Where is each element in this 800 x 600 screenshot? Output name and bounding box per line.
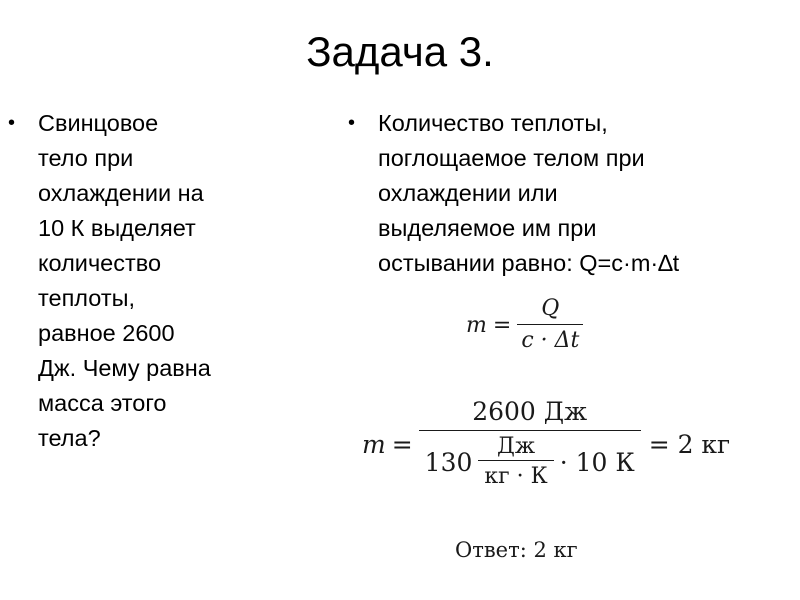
- slide-title: Задача 3.: [306, 28, 494, 75]
- mass-formula: [466, 294, 583, 357]
- specific-heat-value: 130: [424, 447, 473, 477]
- text-line: поглощаемое телом при: [378, 145, 645, 171]
- problem-text: [38, 106, 270, 456]
- text-line: масса этого: [38, 390, 167, 416]
- bullet-icon: •: [8, 112, 16, 134]
- text-line: охлаждении на: [38, 180, 204, 206]
- equals-sign: =: [492, 313, 512, 338]
- text-line: теплоты,: [38, 285, 136, 311]
- temperature-change: · 10 К: [559, 447, 635, 477]
- text-line: Количество теплоты,: [378, 110, 608, 136]
- equals-sign: =: [391, 429, 413, 459]
- fraction-numerator: 2600 Дж: [472, 397, 588, 426]
- formula-result: = 2 кг: [648, 429, 731, 459]
- fraction-denominator: c · Δt: [521, 328, 580, 353]
- problem-bullet-item: [8, 106, 270, 456]
- bullet-icon: •: [348, 112, 356, 134]
- fraction: [517, 294, 583, 357]
- unit-denominator: кг · К: [484, 464, 548, 489]
- text-line: охлаждении или: [378, 180, 558, 206]
- fraction-numerator: Q: [541, 296, 560, 321]
- fraction: [419, 394, 641, 494]
- formula-variable: m: [362, 429, 386, 459]
- text-line: Дж. Чему равна: [38, 355, 211, 381]
- text-line: тела?: [38, 425, 101, 451]
- unit-numerator: Дж: [496, 434, 536, 459]
- fraction-denominator: [419, 431, 641, 494]
- text-line: 10 К выделяет: [38, 215, 196, 241]
- solution-bullet-item: [348, 106, 778, 281]
- text-line: Свинцовое: [38, 110, 159, 136]
- text-line: выделяемое им при: [378, 215, 597, 241]
- problem-statement: [8, 106, 270, 456]
- formula-variable: m: [466, 313, 487, 338]
- text-line: остывании равно: Q=c·m·∆t: [378, 250, 680, 276]
- text-line: равное 2600: [38, 320, 175, 346]
- text-line: тело при: [38, 145, 134, 171]
- answer-text: Ответ: 2 кг: [455, 538, 578, 562]
- text-line: количество: [38, 250, 162, 276]
- solution-explanation: [348, 106, 778, 281]
- solution-text: [378, 106, 778, 281]
- calculation-formula: [362, 394, 730, 494]
- unit-fraction: [478, 433, 553, 492]
